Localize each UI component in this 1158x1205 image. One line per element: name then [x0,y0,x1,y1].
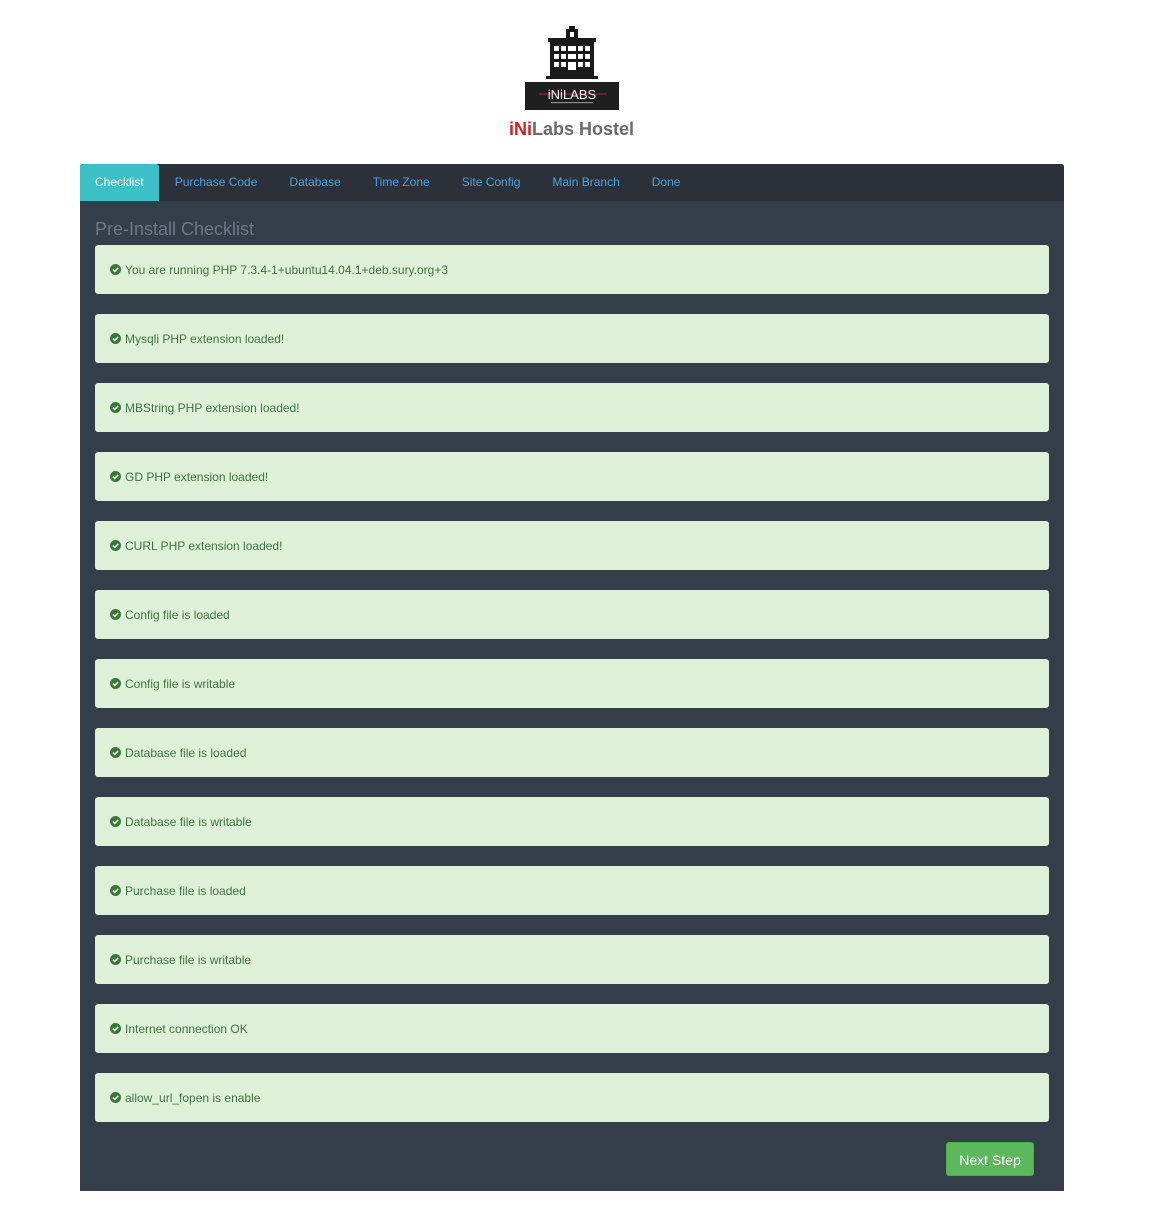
tab-database[interactable]: Database [289,175,341,189]
check-text: Database file is writable [125,814,252,829]
list-item [95,935,1049,984]
list-item [95,659,1049,708]
next-step-button[interactable]: Next Step [946,1142,1034,1176]
check-text: CURL PHP extension loaded! [125,538,283,553]
check-text: MBString PHP extension loaded! [125,400,300,415]
tab-done[interactable]: Done [651,175,681,189]
list-item [95,383,1049,432]
check-circle-icon [110,264,121,275]
checklist [95,245,1049,1142]
inilabs-logo [525,26,619,110]
list-item [95,728,1049,777]
brand-title [0,118,1143,140]
check-circle-icon [110,333,121,344]
tab-checklist[interactable]: Checklist [80,164,159,201]
check-circle-icon [110,609,121,620]
header [0,0,1158,160]
list-item [95,314,1049,363]
check-text: Database file is loaded [125,745,247,760]
check-text: Config file is loaded [125,607,230,622]
check-circle-icon [110,540,121,551]
check-text: allow_url_fopen is enable [125,1090,261,1105]
brand-title-rest: Labs Hostel [531,119,635,139]
check-circle-icon [110,816,121,827]
hostel-building-icon [525,26,619,110]
section-title: Pre-Install Checklist [95,219,255,239]
check-circle-icon [110,747,121,758]
tab-purchase-code[interactable]: Purchase Code [174,175,258,189]
list-item [95,590,1049,639]
check-text: GD PHP extension loaded! [125,469,269,484]
check-text: Mysqli PHP extension loaded! [125,331,285,346]
svg-text:iNiLABS: iNiLABS [547,87,597,102]
check-circle-icon [110,678,121,689]
check-text: Internet connection OK [125,1021,248,1036]
list-item [95,1073,1049,1122]
check-text: Config file is writable [125,676,236,691]
check-circle-icon [110,885,121,896]
check-circle-icon [110,402,121,413]
check-text: Purchase file is writable [125,952,252,967]
list-item [95,452,1049,501]
check-text: Purchase file is loaded [125,883,246,898]
tab-time-zone[interactable]: Time Zone [372,175,430,189]
list-item [95,245,1049,294]
check-circle-icon [110,471,121,482]
list-item [95,866,1049,915]
list-item [95,521,1049,570]
tab-main-branch[interactable]: Main Branch [552,175,620,189]
check-circle-icon [110,1023,121,1034]
tab-site-config[interactable]: Site Config [461,175,521,189]
install-panel [80,164,1064,1191]
check-circle-icon [110,954,121,965]
list-item [95,797,1049,846]
check-text: You are running PHP 7.3.4-1+ubuntu14.04.1+deb.sury.org+3 [125,262,449,277]
check-circle-icon [110,1092,121,1103]
wizard-tabs [80,164,1064,201]
brand-title-highlight: iNi [508,119,532,139]
list-item [95,1004,1049,1053]
